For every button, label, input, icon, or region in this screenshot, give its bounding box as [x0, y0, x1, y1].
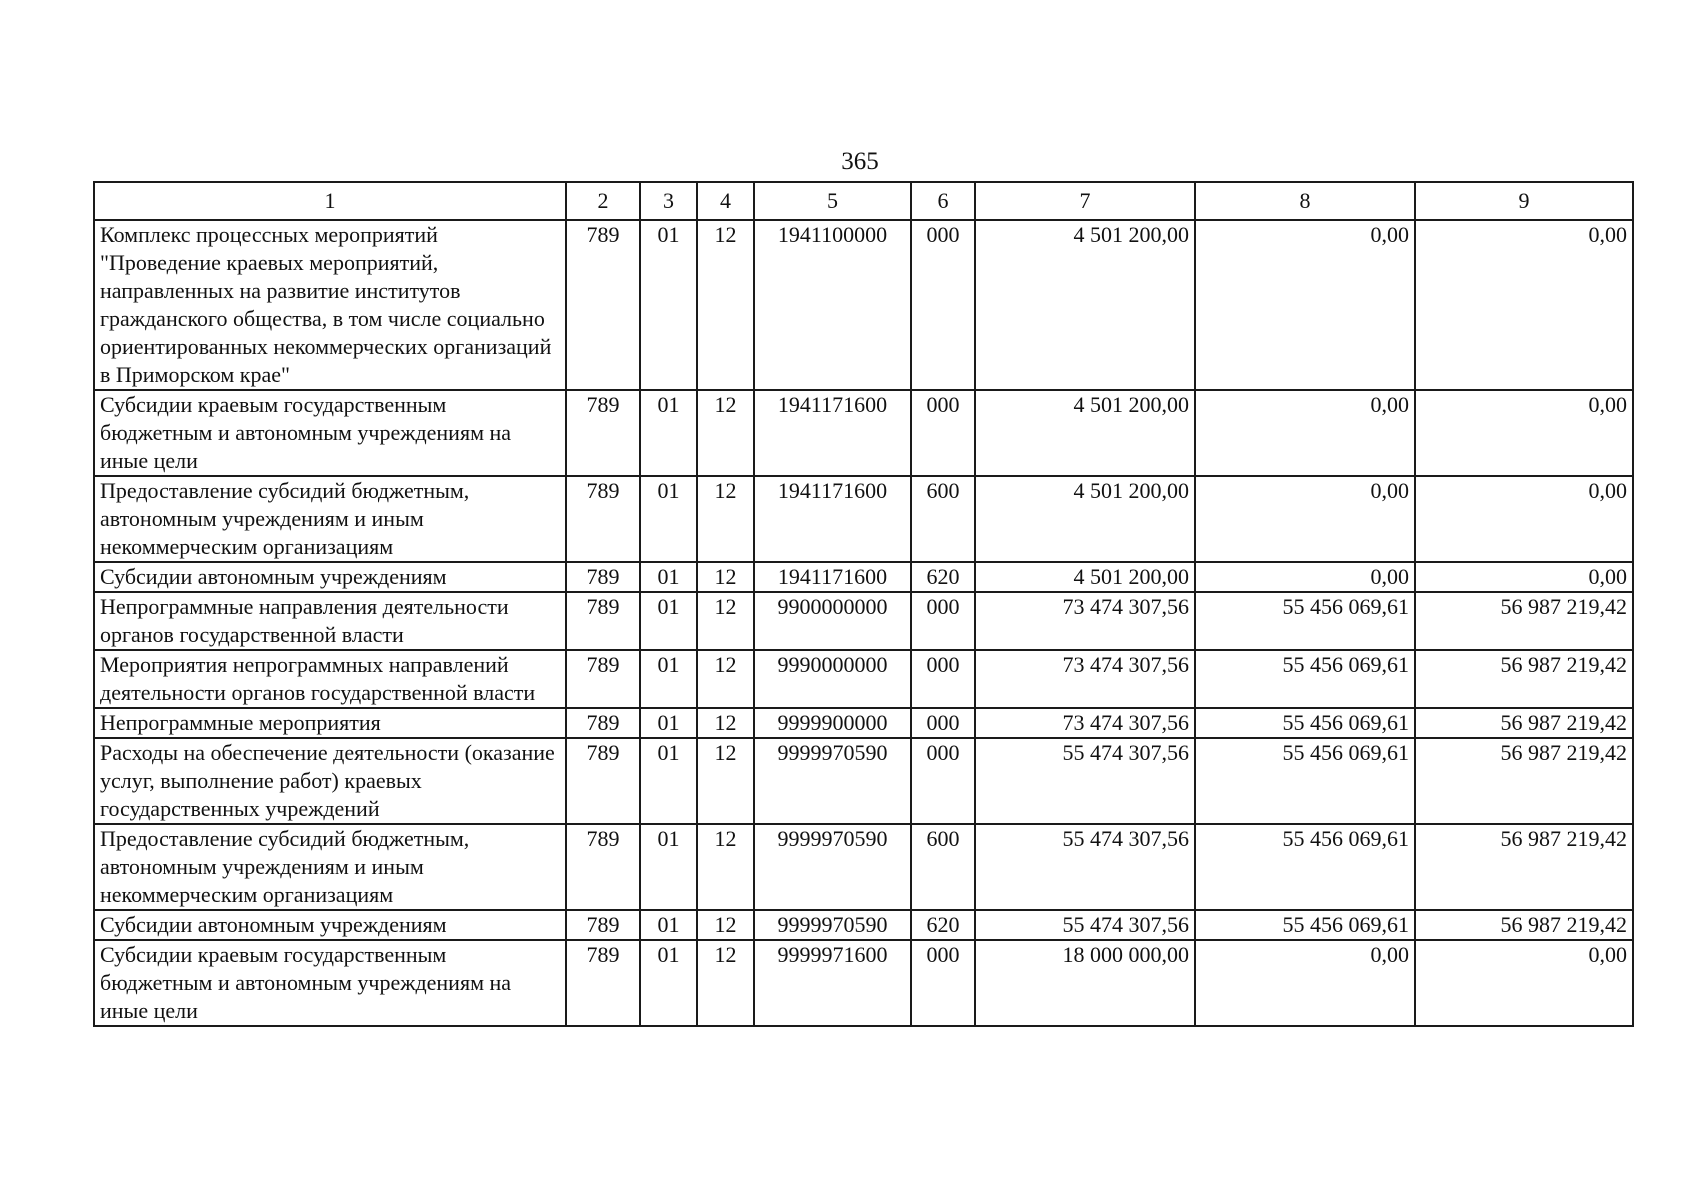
row-name: Расходы на обеспечение деятельности (оказание услуг, выполнение работ) краевых государственных учреждений — [94, 738, 566, 824]
row-amount-col7: 55 474 307,56 — [975, 738, 1195, 824]
row-expense-type: 000 — [911, 220, 975, 390]
row-amount-col8: 0,00 — [1195, 940, 1415, 1026]
row-grbs: 789 — [566, 650, 640, 708]
header-col-3: 3 — [640, 182, 697, 220]
row-amount-col8: 0,00 — [1195, 562, 1415, 592]
row-amount-col8: 0,00 — [1195, 390, 1415, 476]
row-name: Предоставление субсидий бюджетным, автономным учреждениям и иным некоммерческим организациям — [94, 824, 566, 910]
row-grbs: 789 — [566, 708, 640, 738]
row-subsection: 12 — [697, 824, 754, 910]
row-expense-type: 000 — [911, 940, 975, 1026]
row-amount-col8: 55 456 069,61 — [1195, 708, 1415, 738]
row-grbs: 789 — [566, 910, 640, 940]
row-target-article: 1941171600 — [754, 390, 911, 476]
row-amount-col7: 4 501 200,00 — [975, 390, 1195, 476]
row-amount-col9: 56 987 219,42 — [1415, 824, 1633, 910]
row-amount-col7: 55 474 307,56 — [975, 824, 1195, 910]
row-section: 01 — [640, 562, 697, 592]
row-grbs: 789 — [566, 738, 640, 824]
row-subsection: 12 — [697, 940, 754, 1026]
row-grbs: 789 — [566, 220, 640, 390]
row-amount-col8: 0,00 — [1195, 220, 1415, 390]
row-grbs: 789 — [566, 592, 640, 650]
row-name: Комплекс процессных мероприятий "Проведение краевых мероприятий, направленных на развитие институтов гражданского общества, в том числе социально ориентированных некоммерческих организаций в Приморском крае" — [94, 220, 566, 390]
header-col-9: 9 — [1415, 182, 1633, 220]
header-col-6: 6 — [911, 182, 975, 220]
row-grbs: 789 — [566, 824, 640, 910]
row-amount-col7: 4 501 200,00 — [975, 562, 1195, 592]
row-subsection: 12 — [697, 592, 754, 650]
row-section: 01 — [640, 476, 697, 562]
page-number: 365 — [841, 148, 879, 175]
budget-table — [93, 181, 1634, 1027]
row-grbs: 789 — [566, 562, 640, 592]
row-expense-type: 000 — [911, 592, 975, 650]
row-amount-col9: 0,00 — [1415, 476, 1633, 562]
header-col-4: 4 — [697, 182, 754, 220]
header-row — [94, 182, 1633, 220]
row-amount-col9: 0,00 — [1415, 390, 1633, 476]
row-expense-type: 000 — [911, 708, 975, 738]
row-amount-col9: 0,00 — [1415, 562, 1633, 592]
row-section: 01 — [640, 220, 697, 390]
row-name: Субсидии автономным учреждениям — [94, 910, 566, 940]
row-amount-col9: 56 987 219,42 — [1415, 738, 1633, 824]
row-name: Субсидии автономным учреждениям — [94, 562, 566, 592]
row-amount-col7: 73 474 307,56 — [975, 592, 1195, 650]
row-target-article: 9900000000 — [754, 592, 911, 650]
table-row — [94, 650, 1633, 708]
row-amount-col8: 55 456 069,61 — [1195, 592, 1415, 650]
row-amount-col9: 56 987 219,42 — [1415, 592, 1633, 650]
row-amount-col7: 55 474 307,56 — [975, 910, 1195, 940]
row-name: Мероприятия непрограммных направлений деятельности органов государственной власти — [94, 650, 566, 708]
row-expense-type: 600 — [911, 476, 975, 562]
row-section: 01 — [640, 824, 697, 910]
row-amount-col9: 56 987 219,42 — [1415, 708, 1633, 738]
table-row — [94, 220, 1633, 390]
row-expense-type: 000 — [911, 390, 975, 476]
row-amount-col9: 56 987 219,42 — [1415, 650, 1633, 708]
table-row — [94, 592, 1633, 650]
row-amount-col8: 55 456 069,61 — [1195, 824, 1415, 910]
row-section: 01 — [640, 708, 697, 738]
row-amount-col8: 55 456 069,61 — [1195, 738, 1415, 824]
row-target-article: 9999970590 — [754, 910, 911, 940]
row-amount-col7: 18 000 000,00 — [975, 940, 1195, 1026]
row-amount-col9: 56 987 219,42 — [1415, 910, 1633, 940]
row-amount-col8: 55 456 069,61 — [1195, 910, 1415, 940]
row-section: 01 — [640, 738, 697, 824]
row-amount-col9: 0,00 — [1415, 940, 1633, 1026]
table-row — [94, 940, 1633, 1026]
table-header — [94, 182, 1633, 220]
table-row — [94, 390, 1633, 476]
header-col-5: 5 — [754, 182, 911, 220]
row-section: 01 — [640, 910, 697, 940]
table-row — [94, 562, 1633, 592]
table-row — [94, 824, 1633, 910]
header-col-2: 2 — [566, 182, 640, 220]
table-row — [94, 476, 1633, 562]
row-section: 01 — [640, 940, 697, 1026]
row-expense-type: 600 — [911, 824, 975, 910]
row-amount-col9: 0,00 — [1415, 220, 1633, 390]
row-target-article: 9999900000 — [754, 708, 911, 738]
row-expense-type: 620 — [911, 562, 975, 592]
header-col-8: 8 — [1195, 182, 1415, 220]
row-expense-type: 000 — [911, 650, 975, 708]
row-subsection: 12 — [697, 738, 754, 824]
row-target-article: 1941171600 — [754, 562, 911, 592]
row-subsection: 12 — [697, 476, 754, 562]
row-target-article: 9999970590 — [754, 824, 911, 910]
row-amount-col7: 73 474 307,56 — [975, 708, 1195, 738]
row-amount-col8: 0,00 — [1195, 476, 1415, 562]
row-name: Непрограммные мероприятия — [94, 708, 566, 738]
row-grbs: 789 — [566, 390, 640, 476]
row-target-article: 1941171600 — [754, 476, 911, 562]
row-amount-col8: 55 456 069,61 — [1195, 650, 1415, 708]
table-row — [94, 738, 1633, 824]
row-grbs: 789 — [566, 476, 640, 562]
row-name: Предоставление субсидий бюджетным, автономным учреждениям и иным некоммерческим организациям — [94, 476, 566, 562]
row-section: 01 — [640, 592, 697, 650]
row-section: 01 — [640, 390, 697, 476]
row-subsection: 12 — [697, 650, 754, 708]
table-body — [94, 220, 1633, 1026]
header-col-1: 1 — [94, 182, 566, 220]
row-expense-type: 620 — [911, 910, 975, 940]
row-amount-col7: 73 474 307,56 — [975, 650, 1195, 708]
row-target-article: 1941100000 — [754, 220, 911, 390]
table-row — [94, 708, 1633, 738]
row-amount-col7: 4 501 200,00 — [975, 476, 1195, 562]
header-col-7: 7 — [975, 182, 1195, 220]
row-subsection: 12 — [697, 390, 754, 476]
row-expense-type: 000 — [911, 738, 975, 824]
row-section: 01 — [640, 650, 697, 708]
row-subsection: 12 — [697, 910, 754, 940]
row-subsection: 12 — [697, 562, 754, 592]
row-name: Непрограммные направления деятельности органов государственной власти — [94, 592, 566, 650]
row-name: Субсидии краевым государственным бюджетным и автономным учреждениям на иные цели — [94, 940, 566, 1026]
row-grbs: 789 — [566, 940, 640, 1026]
row-name: Субсидии краевым государственным бюджетным и автономным учреждениям на иные цели — [94, 390, 566, 476]
row-target-article: 9999971600 — [754, 940, 911, 1026]
row-target-article: 9990000000 — [754, 650, 911, 708]
row-amount-col7: 4 501 200,00 — [975, 220, 1195, 390]
row-subsection: 12 — [697, 708, 754, 738]
row-subsection: 12 — [697, 220, 754, 390]
row-target-article: 9999970590 — [754, 738, 911, 824]
table-row — [94, 910, 1633, 940]
